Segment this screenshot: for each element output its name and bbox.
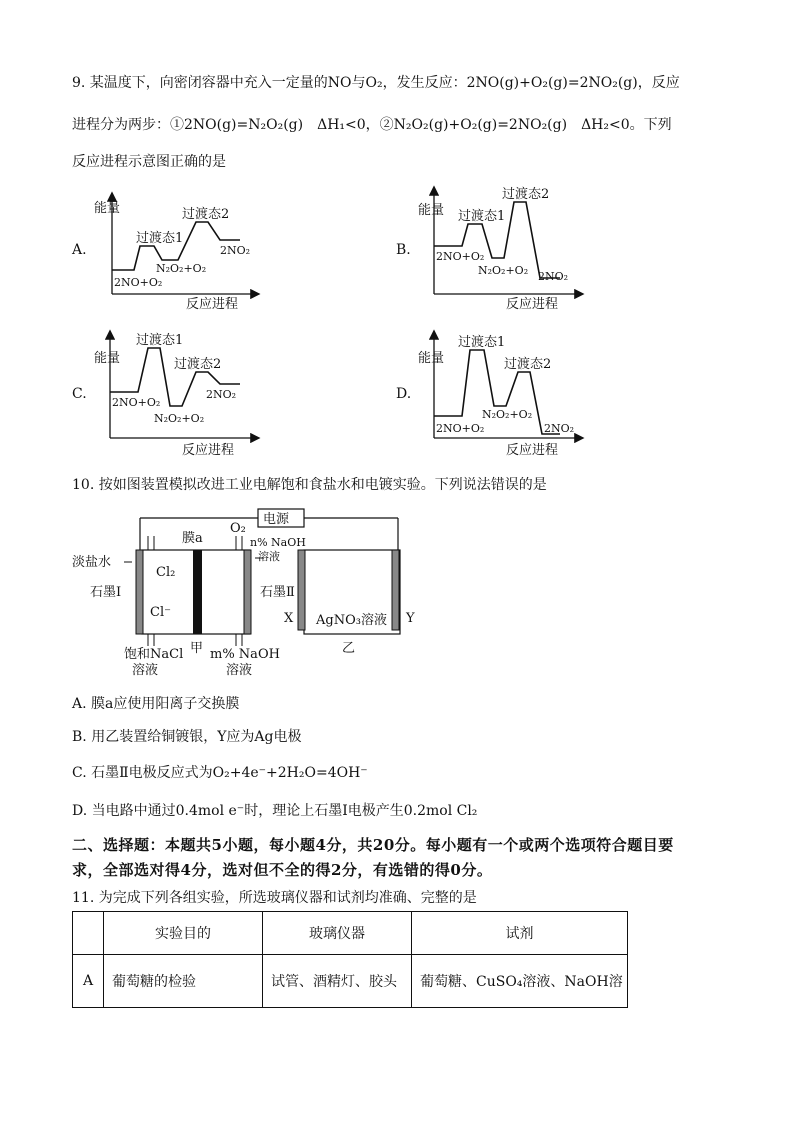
power-label: 电源 [263, 512, 290, 527]
table-header-row [73, 912, 628, 955]
xlabel-d: 反应进程 [506, 443, 559, 458]
ts1-b: 过渡态1 [458, 209, 506, 224]
agno3-label: AgNO₃溶液 [316, 613, 387, 628]
q11-stem: 11. 为完成下列各组实验，所选玻璃仪器和试剂均准确、完整的是 [72, 890, 477, 906]
naoh-bottom-label-2: 溶液 [226, 663, 253, 678]
naoh-top-label: n% NaOH [250, 536, 306, 549]
ylabel-b: 能量 [418, 203, 445, 218]
intermediate-c: N₂O₂+O₂ [154, 412, 205, 425]
q10-option-d: D. 当电路中通过0.4mol e⁻时，理论上石墨Ⅰ电极产生0.2mol Cl₂ [72, 803, 478, 819]
q10-option-b: B. 用乙装置给铜镀银，Y应为Ag电极 [72, 729, 302, 745]
electrolysis-diagram [72, 506, 432, 684]
intermediate-d: N₂O₂+O₂ [482, 408, 533, 421]
cl2-label: Cl₂ [156, 565, 176, 580]
intermediate-b: N₂O₂+O₂ [478, 264, 529, 277]
intermediate-a: N₂O₂+O₂ [156, 262, 207, 275]
graphite-1 [136, 550, 143, 634]
q11-table [72, 911, 628, 1008]
q10-stem: 10. 按如图装置模拟改进工业电解饱和食盐水和电镀实验。下列说法错误的是 [72, 477, 547, 493]
graphite-2 [244, 550, 251, 634]
energy-diagram-b [414, 182, 594, 314]
table-cell: 葡萄糖的检验 [104, 955, 263, 1008]
energy-diagram-c [90, 326, 270, 458]
table-cell: A [73, 955, 104, 1008]
xlabel-c: 反应进程 [182, 443, 235, 458]
table-row [73, 955, 628, 1008]
x-label: X [284, 611, 294, 626]
membrane-a [193, 550, 202, 634]
energy-diagram-d [414, 326, 594, 458]
ylabel-d: 能量 [418, 351, 445, 366]
nacl-label-2: 溶液 [132, 663, 159, 678]
q9-line3: 反应进程示意图正确的是 [72, 154, 226, 170]
option-c-letter: C. [72, 386, 87, 402]
graphite2-label: 石墨Ⅱ [260, 585, 295, 600]
q9-line1: 9. 某温度下，向密闭容器中充入一定量的NO与O₂，发生反应：2NO(g)+O₂(g)=2NO₂(g)，反应 [72, 75, 680, 91]
ts2-d: 过渡态2 [504, 357, 552, 372]
product-a: 2NO₂ [220, 244, 251, 257]
naoh-top-label-2: 溶液 [258, 550, 280, 563]
table-header-cell: 玻璃仪器 [263, 912, 412, 955]
graphite1-label: 石墨Ⅰ [90, 585, 122, 600]
q10-option-c: C. 石墨Ⅱ电极反应式为O₂+4e⁻+2H₂O=4OH⁻ [72, 765, 368, 781]
ylabel-a: 能量 [94, 201, 121, 216]
reactant-d: 2NO+O₂ [436, 422, 485, 435]
y-label: Y [406, 611, 415, 626]
q10-option-a: A. 膜a应使用阳离子交换膜 [72, 696, 240, 712]
dilute-brine-label: 淡盐水 [72, 555, 112, 570]
electrode-y [392, 550, 399, 630]
ts2-b: 过渡态2 [502, 187, 550, 202]
table-header-cell [73, 912, 104, 955]
table-cell: 葡萄糖、CuSO₄溶液、NaOH溶 [412, 955, 628, 1008]
xlabel-a: 反应进程 [186, 297, 239, 312]
ts2-a: 过渡态2 [182, 207, 230, 222]
option-b-letter: B. [396, 242, 411, 258]
yi-label: 乙 [342, 641, 356, 656]
o2-label: O₂ [230, 521, 246, 536]
ylabel-c: 能量 [94, 351, 121, 366]
cl-ion-label: Cl⁻ [150, 605, 171, 620]
q9-line2: 进程分为两步：①2NO(g)=N₂O₂(g) ΔH₁<0，②N₂O₂(g)+O₂(g)=2NO₂(g) ΔH₂<0。下列 [72, 117, 672, 133]
option-d-letter: D. [396, 386, 412, 402]
product-c: 2NO₂ [206, 388, 237, 401]
section2-line1: 二、选择题：本题共5小题，每小题4分，共20分。每小题有一个或两个选项符合题目要 [72, 836, 674, 854]
electrode-x [298, 550, 305, 630]
ts1-a: 过渡态1 [136, 231, 184, 246]
jia-label: 甲 [190, 641, 204, 656]
reactant-a: 2NO+O₂ [114, 276, 163, 289]
product-d: 2NO₂ [544, 422, 575, 435]
table-header-cell: 实验目的 [104, 912, 263, 955]
table-cell: 试管、酒精灯、胶头 [263, 955, 412, 1008]
reactant-b: 2NO+O₂ [436, 250, 485, 263]
ts1-d: 过渡态1 [458, 335, 506, 350]
xlabel-b: 反应进程 [506, 297, 559, 312]
table-header-cell: 试剂 [412, 912, 628, 955]
reactant-c: 2NO+O₂ [112, 396, 161, 409]
option-a-letter: A. [72, 242, 87, 258]
product-b: 2NO₂ [538, 270, 569, 283]
ts2-c: 过渡态2 [174, 357, 222, 372]
ts1-c: 过渡态1 [136, 333, 184, 348]
membrane-label: 膜a [182, 531, 203, 546]
section2-line2: 求，全部选对得4分，选对但不全的得2分，有选错的得0分。 [72, 861, 493, 879]
nacl-label: 饱和NaCl [124, 647, 184, 662]
naoh-bottom-label: m% NaOH [210, 647, 280, 662]
energy-diagram-a [90, 188, 270, 314]
